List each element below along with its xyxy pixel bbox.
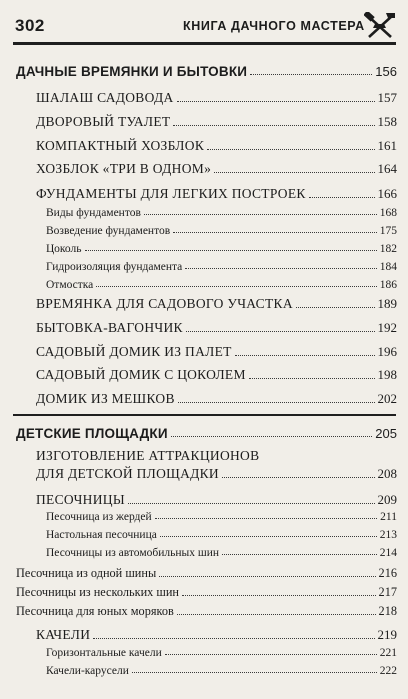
dot-leader [177,100,375,102]
toc-page-number: 216 [378,566,397,580]
dot-leader [155,517,378,519]
dot-leader [186,330,375,332]
toc-subentry[interactable] [16,566,397,581]
toc-page-number: 208 [377,466,397,481]
toc-entry[interactable] [36,114,397,130]
toc-entry-title: Гидроизоляция фундамента [46,261,183,273]
toc-entry-title: БЫТОВКА-ВАГОНЧИК [36,320,183,335]
toc-entry-title: ДАЧНЫЕ ВРЕМЯНКИ И БЫТОВКИ [16,64,248,79]
toc-entry-title: Виды фундаментов [46,207,141,219]
toc-entry-title-line1: ИЗГОТОВЛЕНИЕ АТТРАКЦИОНОВ [36,448,260,463]
toc-page-number: 157 [377,90,397,105]
dot-leader [207,148,374,150]
toc-page-number: 189 [377,296,397,311]
toc-subentry[interactable] [16,604,397,619]
dot-leader [96,285,376,287]
toc-entry-title: ДВОРОВЫЙ ТУАЛЕТ [36,114,171,129]
dot-leader [173,124,374,126]
page-header [15,12,397,40]
toc-subentry[interactable] [46,261,397,273]
dot-leader [85,249,377,251]
toc-page-number: 222 [379,665,397,677]
toc-page-number: 221 [379,647,397,659]
toc-subentry[interactable] [46,511,397,523]
toc-entry-title: Настольная песочница [46,529,157,541]
toc-page-number: 218 [378,604,397,618]
toc-entry[interactable] [36,296,397,312]
toc-entry-title: Отмостка [46,279,94,291]
dot-leader [250,73,372,75]
toc-page-number: 202 [377,391,397,406]
toc-page-number: 192 [377,320,397,335]
toc-subentry[interactable] [46,665,397,677]
toc-entry-title: Песочница из жердей [46,511,152,523]
toc-entry-line2 [36,466,397,482]
book-title: КНИГА ДАЧНОГО МАСТЕРА [183,19,365,33]
toc-page-number: 158 [377,114,397,129]
toc-entry[interactable] [36,492,397,508]
toc-entry-title: Песочница для юных моряков [16,604,174,618]
page-number: 302 [15,16,45,35]
toc-subentry[interactable] [46,243,397,255]
toc-page-number: 175 [379,225,397,237]
toc-entry-title: Цоколь [46,243,82,255]
toc-page-number: 184 [379,261,397,273]
toc-entry[interactable] [36,320,397,336]
dot-leader [296,306,375,308]
toc-subentry[interactable] [46,647,397,659]
dot-leader [93,637,374,639]
toc-page-number: 214 [379,547,397,559]
toc-entry[interactable] [36,138,397,154]
toc-subentry[interactable] [46,279,397,291]
toc-entry-title: ПЕСОЧНИЦЫ [36,492,125,507]
dot-leader [249,377,375,379]
toc-entry-title-line2: ДЛЯ ДЕТСКОЙ ПЛОЩАДКИ [36,466,219,481]
toc-page-number: 205 [375,426,397,441]
toc-entry[interactable] [36,367,397,383]
dot-leader [144,213,377,215]
toc-entry-title: ВРЕМЯНКА ДЛЯ САДОВОГО УЧАСТКА [36,296,293,311]
toc-entry-title: САДОВЫЙ ДОМИК ИЗ ПАЛЕТ [36,344,232,359]
toc-entry[interactable] [36,161,397,177]
dot-leader [309,196,375,198]
dot-leader [222,476,375,478]
toc-page-number: 161 [377,138,397,153]
toc-page-number: 182 [379,243,397,255]
dot-leader [173,231,377,233]
toc-entry-title: Песочницы из нескольких шин [16,585,179,599]
toc-entry[interactable] [36,627,397,643]
toc-page-number: 217 [378,585,397,599]
toc-entry[interactable] [36,344,397,360]
toc-entry-title: Качели-карусели [46,665,129,677]
crossed-hammer-saw-icon [364,12,396,40]
toc-entry-title: Возведение фундаментов [46,225,171,237]
dot-leader [160,535,377,537]
dot-leader [178,401,375,403]
toc-entry-title: Песочница из одной шины [16,566,157,580]
toc-page-number: 168 [379,207,397,219]
toc-section-heading[interactable] [16,426,397,441]
toc-entry-title: ФУНДАМЕНТЫ ДЛЯ ЛЕГКИХ ПОСТРОЕК [36,186,306,201]
toc-entry-title: ДЕТСКИЕ ПЛОЩАДКИ [16,426,168,441]
toc-entry[interactable] [36,186,397,202]
toc-entry-title: КОМПАКТНЫЙ ХОЗБЛОК [36,138,205,153]
dot-leader [185,267,376,269]
dot-leader [171,435,373,437]
dot-leader [235,354,375,356]
toc-entry[interactable] [36,90,397,106]
dot-leader [177,613,376,615]
toc-entry-title: ХОЗБЛОК «ТРИ В ОДНОМ» [36,161,212,176]
toc-page-number: 164 [377,161,397,176]
toc-entry[interactable] [36,391,397,407]
toc-entry-title: ДОМИК ИЗ МЕШКОВ [36,391,175,406]
toc-page-number: 213 [379,529,397,541]
toc-entry-title: Горизонтальные качели [46,647,162,659]
toc-entry-multiline[interactable] [36,448,397,480]
toc-page-number: 211 [380,511,397,523]
toc-page-number: 209 [377,492,397,507]
toc-subentry[interactable] [46,529,397,541]
toc-page-number: 198 [377,367,397,382]
dot-leader [165,653,377,655]
toc-page-number: 156 [375,64,397,79]
toc-section-heading[interactable] [16,64,397,79]
toc-entry-title: ШАЛАШ САДОВОДА [36,90,174,105]
toc-page-number: 166 [377,186,397,201]
toc-page-number: 196 [377,344,397,359]
dot-leader [128,502,375,504]
section-divider [13,414,396,416]
toc-entry-title: САДОВЫЙ ДОМИК С ЦОКОЛЕМ [36,367,246,382]
dot-leader [214,171,374,173]
dot-leader [182,594,376,596]
dot-leader [222,553,377,555]
toc-subentry[interactable] [46,207,397,219]
toc-entry-title: КАЧЕЛИ [36,627,91,642]
toc-subentry[interactable] [46,225,397,237]
toc-subentry[interactable] [46,547,397,559]
toc-page-number: 219 [377,627,397,642]
dot-leader [132,671,377,673]
toc-subentry[interactable] [16,585,397,600]
dot-leader [159,575,375,577]
toc-page-number: 186 [379,279,397,291]
toc-entry-title: Песочницы из автомобильных шин [46,547,220,559]
header-rule [13,42,396,45]
